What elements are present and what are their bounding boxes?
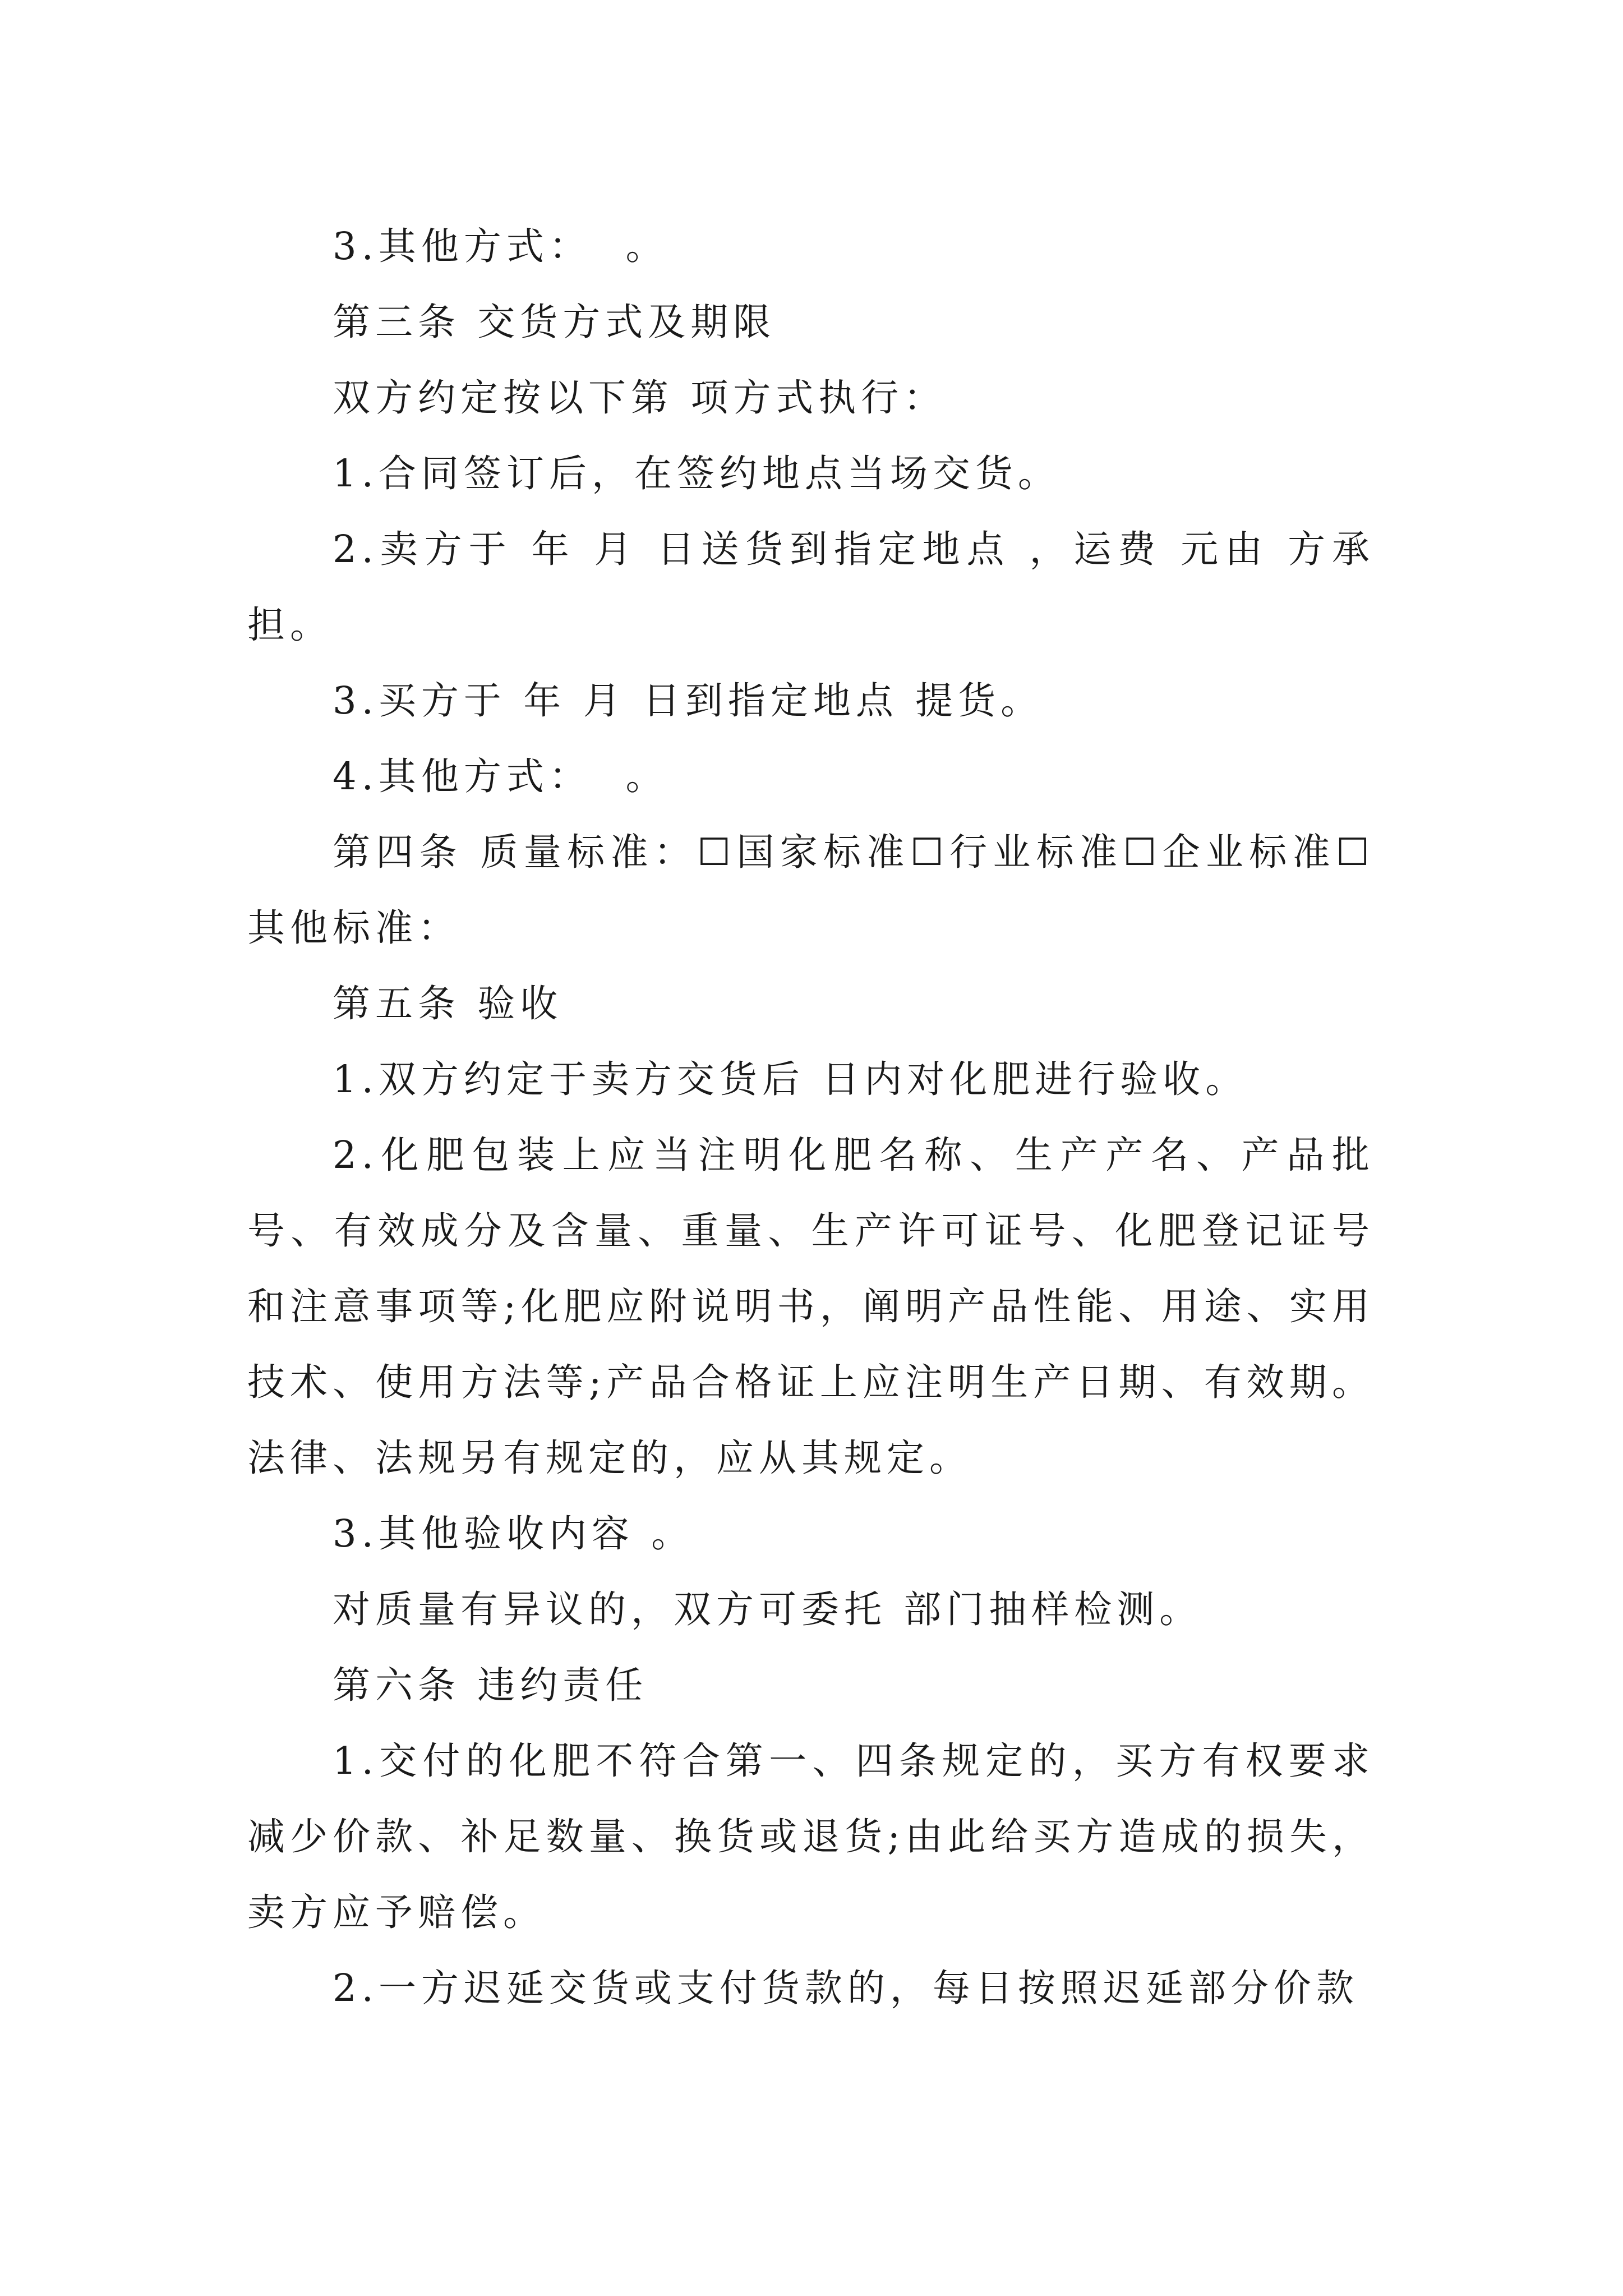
paragraph-inspection-3: 3.其他验收内容 。 [333, 1512, 694, 1556]
heading-article-6-liability: 第六条 违约责任 [333, 1663, 648, 1707]
paragraph-delivery-agreement: 双方约定按以下第 项方式执行： [333, 376, 947, 420]
paragraph-other-method-payment: 3.其他方式： 。 [333, 224, 668, 268]
paragraph-liability-2: 2.一方迟延交货或支付货款的，每日按照迟延部分价款 [333, 1966, 1359, 2010]
paragraph-delivery-option-1: 1.合同签订后，在签约地点当场交货。 [333, 452, 1061, 495]
paragraph-quality-dispute: 对质量有异议的，双方可委托 部门抽样检测。 [333, 1588, 1202, 1631]
paragraph-delivery-option-4: 4.其他方式： 。 [333, 754, 668, 798]
paragraph-delivery-option-3: 3.买方于 年 月 日到指定地点 提货。 [333, 679, 1044, 723]
paragraph-inspection-1: 1.双方约定于卖方交货后 日内对化肥进行验收。 [333, 1057, 1248, 1101]
paragraph-delivery-option-2: 2.卖方于 年 月 日送货到指定地点 ，运费 元由 方承担。 [247, 527, 1375, 647]
document-body [247, 209, 1375, 2026]
heading-article-5-inspection: 第五条 验收 [333, 982, 563, 1025]
paragraph-inspection-2: 2.化肥包装上应当注明化肥名称、生产产名、产品批号、有效成分及含量、重量、生产许可证号、化肥登记证号和注意事项等;化肥应附说明书，阐明产品性能、用途、实用技术、使用方法等;产品合格证上应注明生产日期、有效期。法律、法规另有规定的，应从其规定。 [247, 1133, 1375, 1480]
paragraph-liability-1: 1.交付的化肥不符合第一、四条规定的，买方有权要求减少价款、补足数量、换货或退货;由此给买方造成的损失，卖方应予赔偿。 [247, 1739, 1375, 1934]
heading-article-4-quality: 第四条 质量标准：☐国家标准☐行业标准☐企业标准☐其他标准： [247, 830, 1375, 950]
heading-article-3-delivery: 第三条 交货方式及期限 [333, 300, 776, 344]
